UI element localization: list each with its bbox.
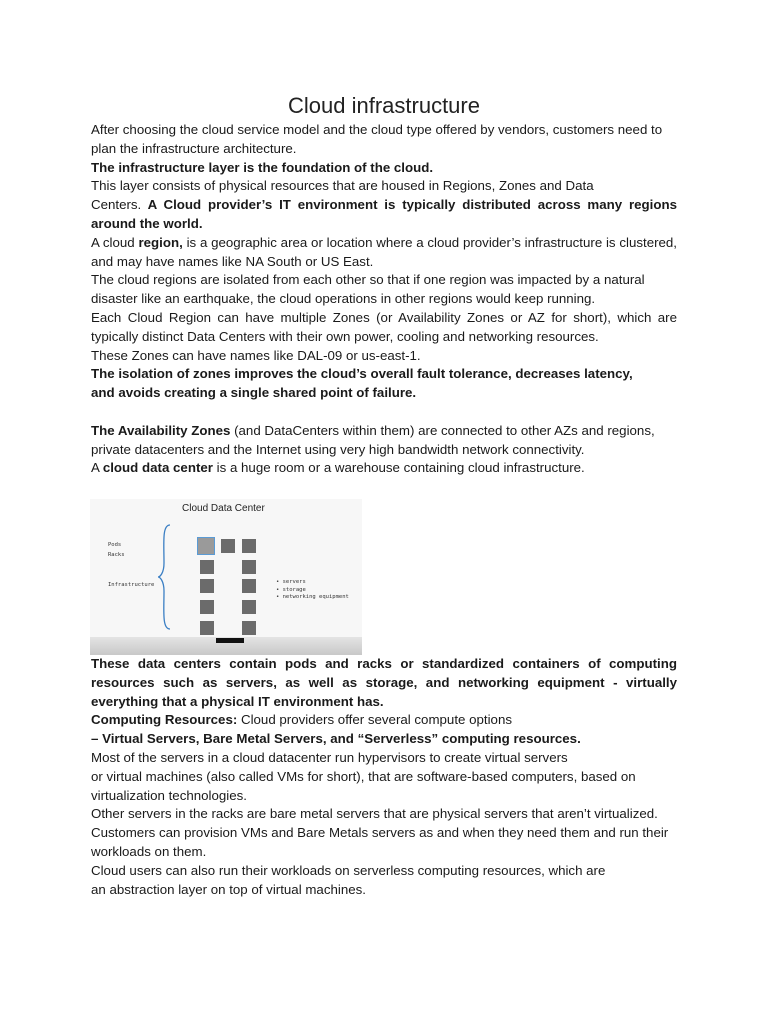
paragraph bbox=[91, 422, 677, 460]
plain-text: is a huge room or a warehouse containing cloud infrastructure. bbox=[212, 460, 585, 476]
bold-text: These data centers contain pods and racks or standardized containers of computing resources such as servers, as well as storage, and networking equipment - virtually everything that a physical IT environment has. bbox=[91, 656, 677, 709]
bold-text: A Cloud provider’s IT environment is typically distributed across many regions around the world. bbox=[91, 197, 677, 231]
rack-icon bbox=[200, 579, 214, 593]
pod-icon bbox=[197, 537, 215, 555]
bold-text: cloud data center bbox=[102, 460, 213, 476]
paragraph: After choosing the cloud service model and the cloud type offered by vendors, customers need to plan the infrastructure architecture. bbox=[91, 122, 663, 156]
paragraph bbox=[91, 234, 677, 272]
plain-text: Centers. bbox=[91, 197, 142, 213]
plain-text: A cloud bbox=[91, 234, 139, 250]
paragraph-bold bbox=[91, 655, 677, 711]
paragraph: Other servers in the racks are bare metal servers that are physical servers that aren’t virtualized. bbox=[91, 806, 658, 822]
paragraph bbox=[91, 711, 677, 730]
paragraph: an abstraction layer on top of virtual machines. bbox=[91, 881, 366, 897]
label-infrastructure: Infrastructure bbox=[108, 582, 155, 588]
paragraph: Customers can provision VMs and Bare Metals servers as and when they need them and run their workloads on them. bbox=[91, 825, 669, 859]
rack-icon bbox=[242, 539, 256, 553]
intro-section bbox=[91, 121, 677, 478]
paragraph: or virtual machines (also called VMs for short), that are software-based computers, based on virtualization technologies. bbox=[91, 768, 636, 803]
rack-icon bbox=[242, 579, 256, 593]
infrastructure-list bbox=[276, 579, 349, 602]
paragraph: Cloud users can also run their workloads on serverless computing resources, which are bbox=[91, 862, 606, 878]
paragraph: These Zones can have names like DAL-09 or us-east-1. bbox=[91, 347, 421, 363]
plain-text: (and DataCenters within them) are connected to other AZs and regions, private datacenters and the Internet using very high bandwidth network connectivity. bbox=[91, 422, 655, 457]
bold-text: The isolation of zones improves the cloud’s overall fault tolerance, decreases latency, bbox=[91, 366, 633, 382]
rack-icon bbox=[200, 621, 214, 635]
diagram-title: Cloud Data Center bbox=[182, 503, 265, 514]
door-icon bbox=[216, 638, 244, 643]
paragraph bbox=[91, 196, 677, 234]
bold-text: Computing Resources: bbox=[91, 712, 238, 728]
paragraph: Each Cloud Region can have multiple Zones (or Availability Zones or AZ for short), which are typically distinct Data Centers with their own power, cooling and networking resources. bbox=[91, 309, 677, 344]
rack-icon bbox=[200, 560, 214, 574]
list-item: • servers bbox=[276, 579, 306, 585]
rack-icon bbox=[221, 539, 235, 553]
bold-text: – Virtual Servers, Bare Metal Servers, and “Serverless” computing resources. bbox=[91, 731, 581, 747]
paragraph-bold bbox=[91, 730, 677, 749]
page-title: Cloud infrastructure bbox=[288, 93, 480, 118]
rack-icon bbox=[200, 600, 214, 614]
list-item: • networking equipment bbox=[276, 594, 349, 600]
paragraph-bold bbox=[91, 159, 677, 178]
plain-text: A bbox=[91, 460, 103, 476]
paragraph: The cloud regions are isolated from each other so that if one region was impacted by a natural disaster like an earthquake, the cloud operations in other regions would keep running. bbox=[91, 272, 645, 307]
bold-text: region, bbox=[138, 234, 183, 250]
plain-text: is a geographic area or location where a cloud provider’s infrastructure is clustered, and may have names like NA South or US East. bbox=[91, 234, 677, 269]
paragraph: Most of the servers in a cloud datacenter run hypervisors to create virtual servers bbox=[91, 749, 568, 765]
label-pods: Pods bbox=[108, 542, 122, 548]
plain-text: Cloud providers offer several compute options bbox=[237, 712, 512, 728]
bold-text: The infrastructure layer is the foundation of the cloud. bbox=[91, 159, 434, 175]
brace-icon bbox=[156, 523, 174, 631]
rack-icon bbox=[242, 600, 256, 614]
bold-text: The Availability Zones bbox=[91, 422, 231, 438]
spacer bbox=[91, 403, 677, 422]
rack-icon bbox=[242, 560, 256, 574]
paragraph: This layer consists of physical resources that are housed in Regions, Zones and Data bbox=[91, 178, 594, 194]
paragraph-bold bbox=[91, 365, 677, 384]
data-center-diagram bbox=[90, 499, 362, 655]
label-racks: Racks bbox=[108, 552, 125, 558]
bold-text: and avoids creating a single shared point of failure. bbox=[91, 385, 417, 401]
paragraph-bold bbox=[91, 384, 677, 403]
list-item: • storage bbox=[276, 586, 306, 593]
rack-icon bbox=[242, 621, 256, 635]
compute-section bbox=[91, 655, 677, 899]
paragraph bbox=[91, 459, 677, 478]
